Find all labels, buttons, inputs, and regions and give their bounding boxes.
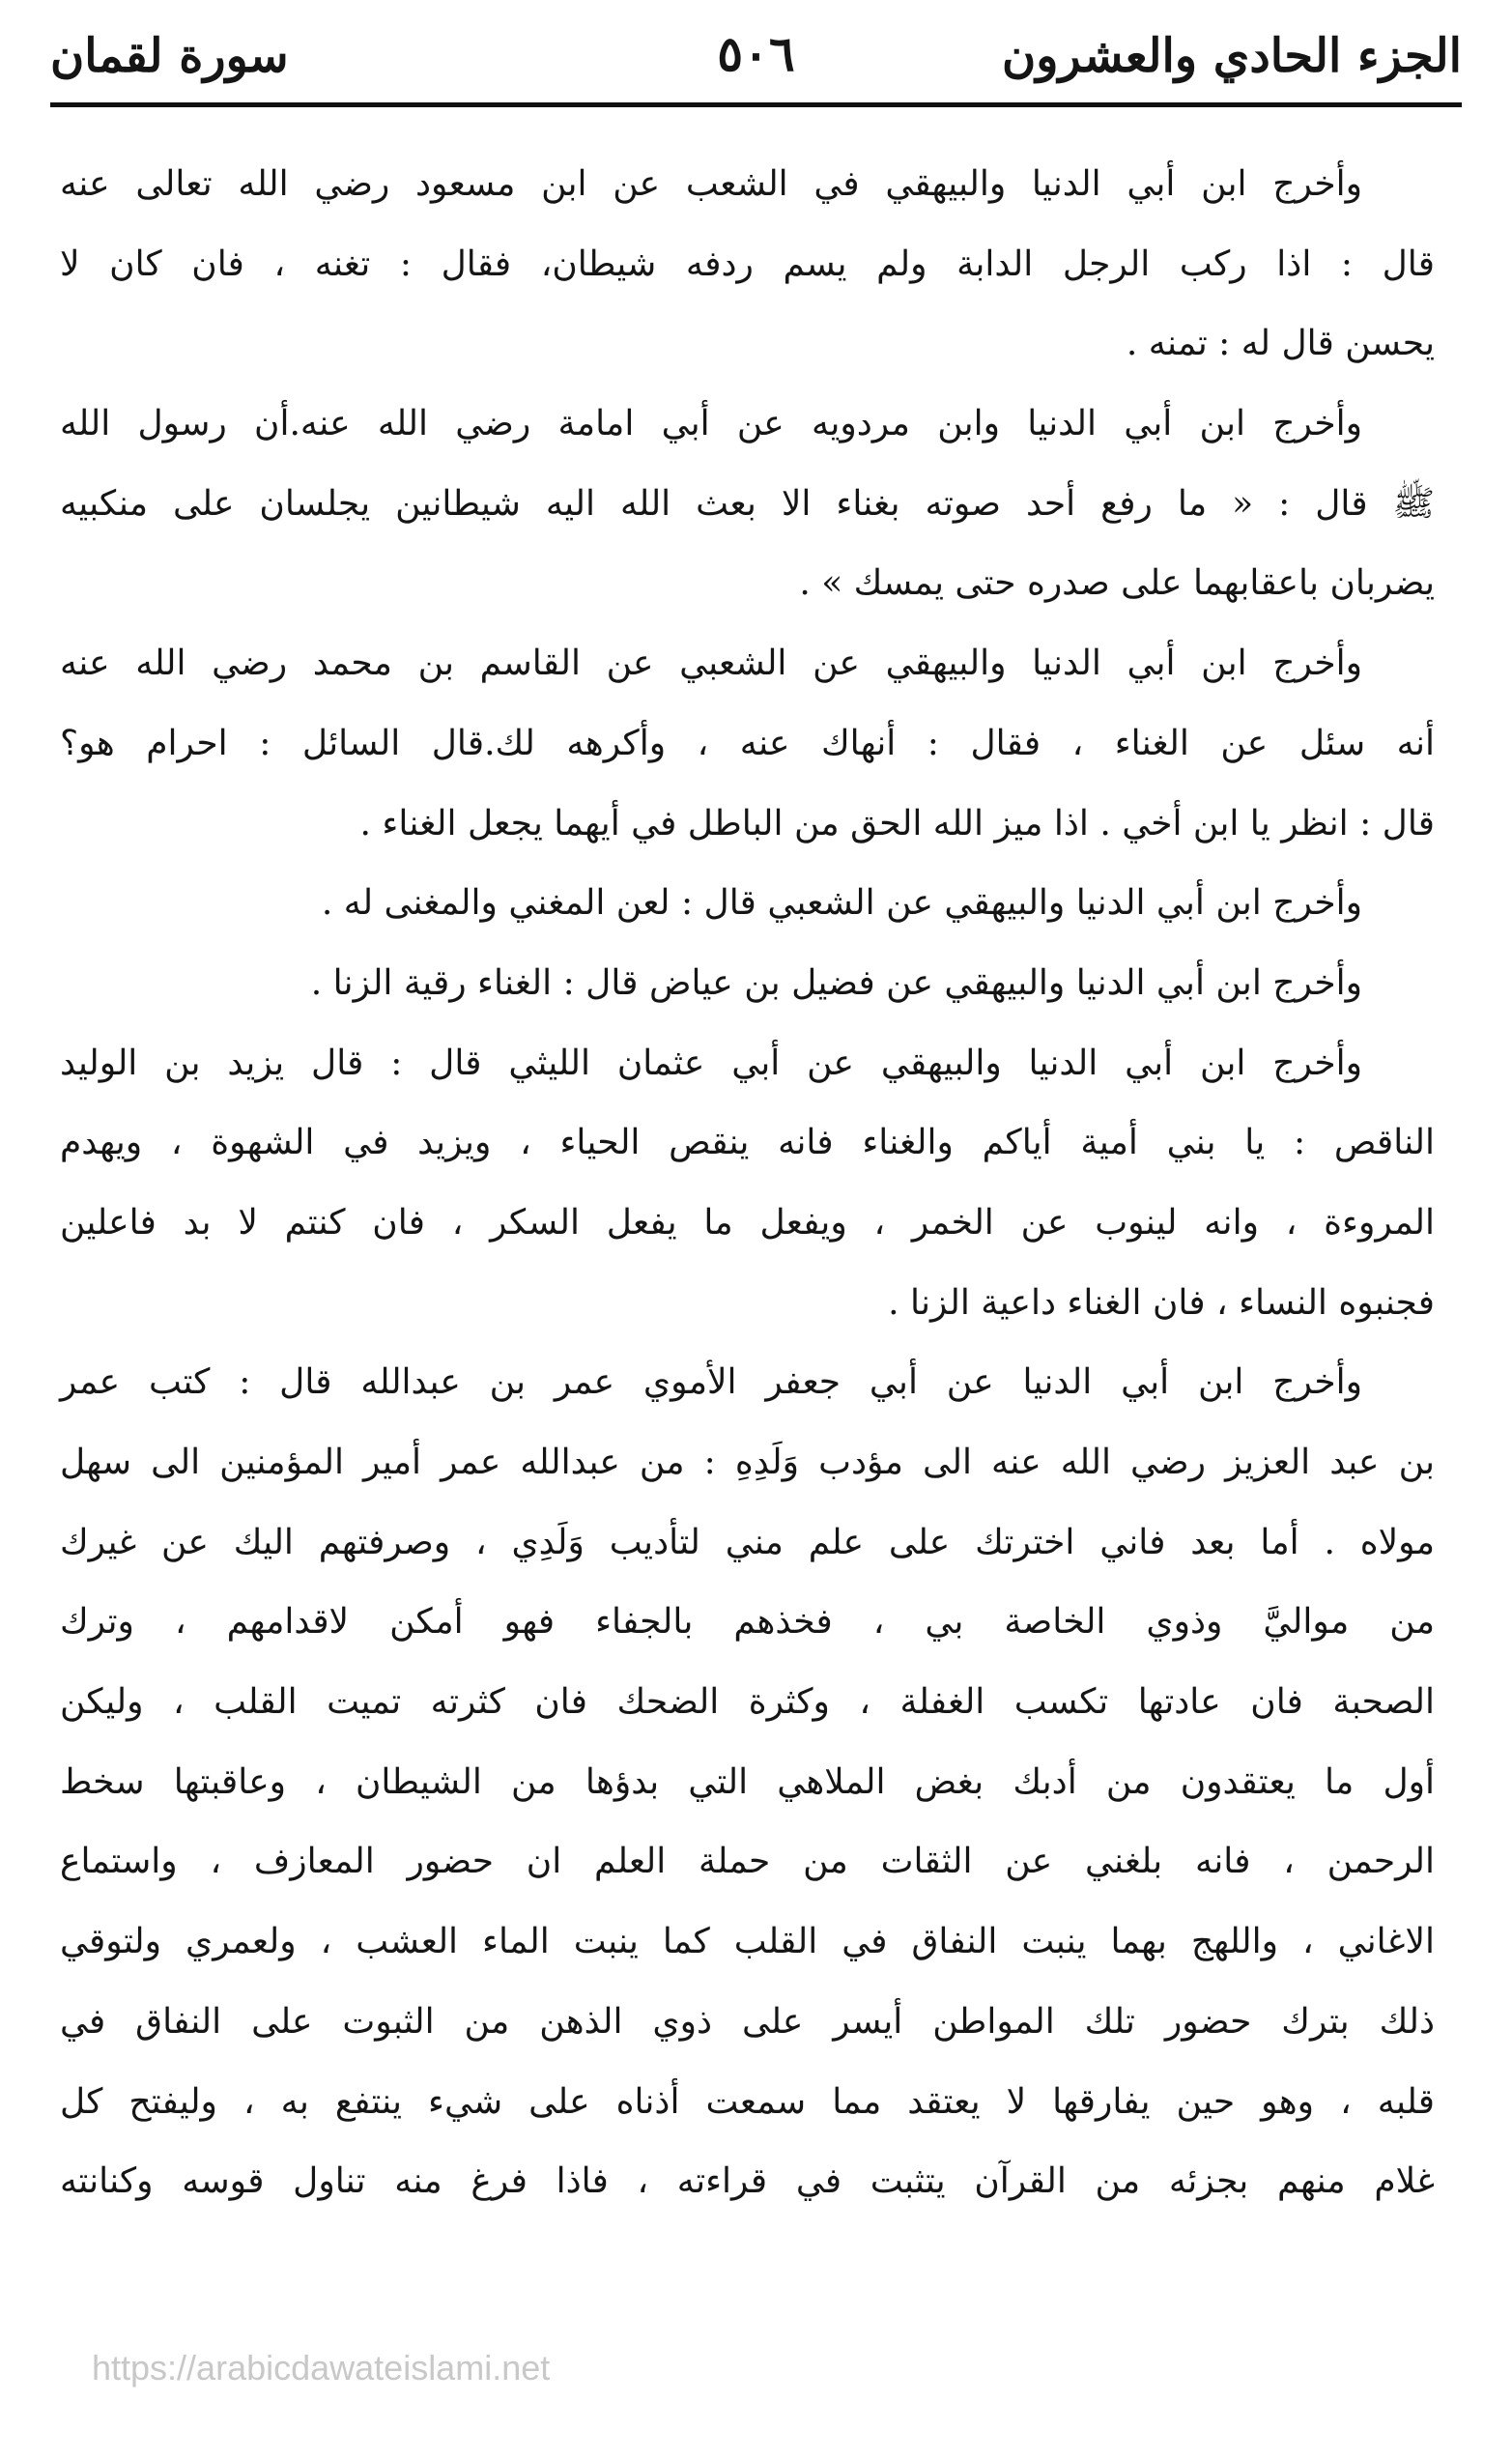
text-line: وأخرج ابن أبي الدنيا والبيهقي عن الشعبي عن القاسم بن محمد رضي الله عنه bbox=[60, 643, 1362, 684]
text-line: فجنبوه النساء ، فان الغناء داعية الزنا . bbox=[888, 1282, 1435, 1323]
text-line: وأخرج ابن أبي الدنيا والبيهقي عن أبي عثمان الليثي قال : قال يزيد بن الوليد bbox=[60, 1043, 1362, 1083]
text-line: ذلك بترك حضور تلك المواطن أيسر على ذوي الذهن من الثبوت على النفاق في bbox=[60, 2001, 1435, 2042]
header-divider bbox=[50, 102, 1462, 107]
text-line: ﷺ قال : « ما رفع أحد صوته بغناء الا بعث الله اليه شيطانين يجلسان على منكبيه bbox=[60, 483, 1435, 524]
text-line: قال : اذا ركب الرجل الدابة ولم يسم ردفه شيطان، فقال : تغنه ، فان كان لا bbox=[60, 243, 1435, 284]
text-line: يضربان باعقابهما على صدره حتى يمسك » . bbox=[799, 563, 1435, 604]
text-line: يحسن قال له : تمنه . bbox=[1126, 324, 1435, 364]
header-surah-title: سورة لقمان bbox=[50, 29, 289, 83]
text-line: غلام منهم بجزئه من القرآن يتثبت في قراءته ، فاذا فرغ منه تناول قوسه وكنانته bbox=[60, 2161, 1435, 2202]
text-line: وأخرج ابن أبي الدنيا وابن مردويه عن أبي امامة رضي الله عنه.أن رسول الله bbox=[60, 404, 1362, 444]
text-line: من مواليَّ وذوي الخاصة بي ، فخذهم بالجفاء فهو أمكن لاقدامهم ، وترك bbox=[60, 1602, 1435, 1643]
header-page-number: ٥٠٦ bbox=[717, 25, 795, 82]
text-line: قلبه ، وهو حين يفارقها لا يعتقد مما سمعت أذناه على شيء ينتفع به ، وليفتح كل bbox=[60, 2081, 1435, 2122]
text-line: قال : انظر يا ابن أخي . اذا ميز الله الحق من الباطل في أيهما يجعل الغناء . bbox=[359, 803, 1435, 843]
text-line: أول ما يعتقدون من أدبك بغض الملاهي التي بدؤها من الشيطان ، وعاقبتها سخط bbox=[60, 1761, 1435, 1802]
text-line: مولاه . أما بعد فاني اخترتك على علم مني لتأديب وَلَدِي ، وصرفتهم اليك عن غيرك bbox=[60, 1522, 1435, 1562]
text-line: بن عبد العزيز رضي الله عنه الى مؤدب وَلَدِهِ : من عبدالله عمر أمير المؤمنين الى سهل bbox=[60, 1443, 1435, 1482]
text-line: وأخرج ابن أبي الدنيا والبيهقي عن فضيل بن عياض قال : الغناء رقية الزنا . bbox=[310, 962, 1362, 1003]
text-line: الاغاني ، واللهج بهما ينبت النفاق في القلب كما ينبت الماء العشب ، ولعمري ولتوقي bbox=[60, 1922, 1435, 1962]
text-line: وأخرج ابن أبي الدنيا والبيهقي في الشعب عن ابن مسعود رضي الله تعالى عنه bbox=[60, 164, 1362, 204]
page-header bbox=[50, 23, 1462, 93]
text-line: الناقص : يا بني أمية أياكم والغناء فانه ينقص الحياء ، ويزيد في الشهوة ، ويهدم bbox=[60, 1123, 1435, 1163]
text-line: وأخرج ابن أبي الدنيا والبيهقي عن الشعبي قال : لعن المغني والمغنى له . bbox=[321, 883, 1362, 924]
text-line: وأخرج ابن أبي الدنيا عن أبي جعفر الأموي عمر بن عبدالله قال : كتب عمر bbox=[60, 1362, 1362, 1403]
header-part-title: الجزء الحادي والعشرون bbox=[1002, 29, 1462, 83]
page-body-text bbox=[60, 145, 1435, 2222]
text-line: الرحمن ، فانه بلغني عن الثقات من حملة العلم ان حضور المعازف ، واستماع bbox=[60, 1842, 1435, 1882]
text-line: أنه سئل عن الغناء ، فقال : أنهاك عنه ، وأكرهه لك.قال السائل : احرام هو؟ bbox=[60, 723, 1435, 763]
watermark-url: https://arabicdawateislami.net bbox=[92, 2348, 551, 2388]
text-line: الصحبة فان عادتها تكسب الغفلة ، وكثرة الضحك فان كثرته تميت القلب ، وليكن bbox=[60, 1682, 1435, 1723]
text-line: المروءة ، وانه لينوب عن الخمر ، ويفعل ما يفعل السكر ، فان كنتم لا بد فاعلين bbox=[60, 1202, 1435, 1243]
